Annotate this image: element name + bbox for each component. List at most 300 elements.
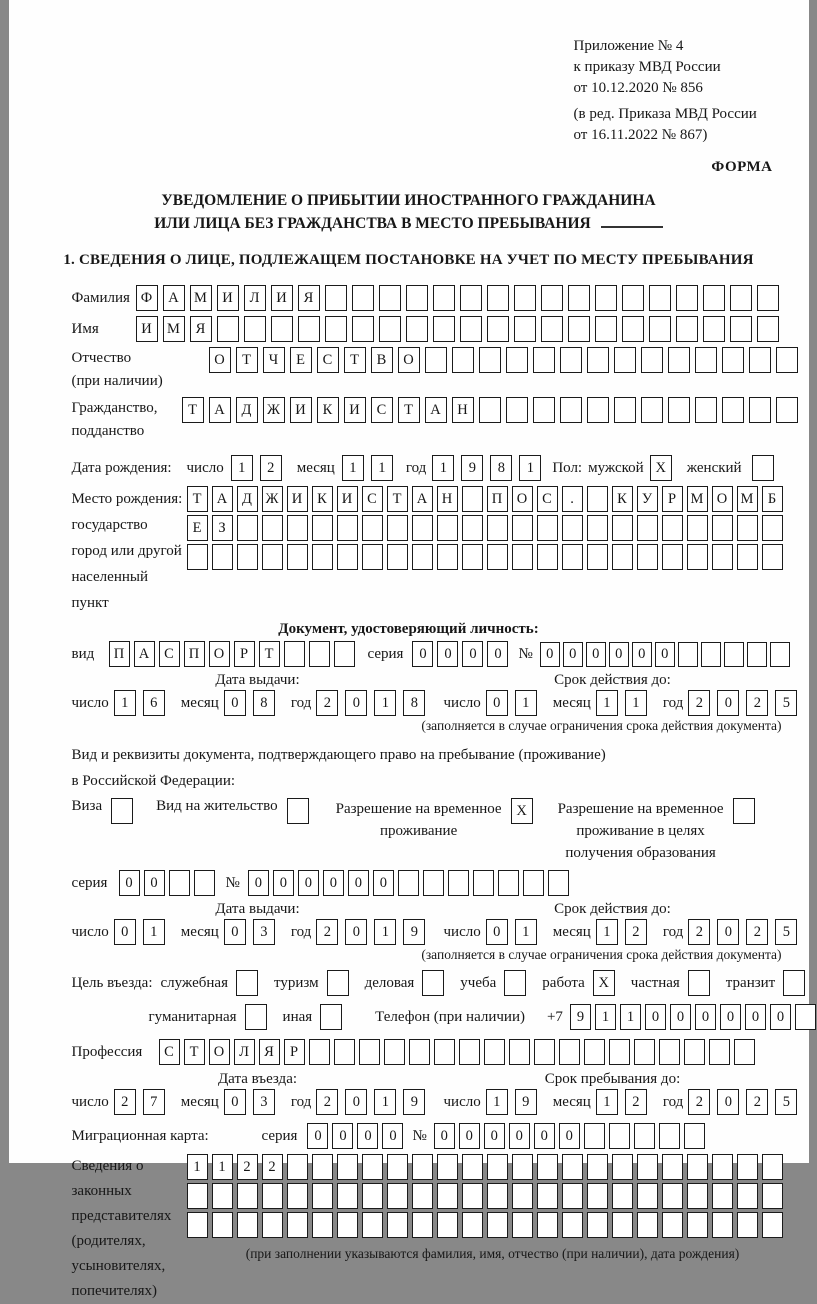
char-cell[interactable] <box>212 544 233 570</box>
char-cell[interactable] <box>612 515 633 541</box>
char-cell[interactable] <box>641 347 663 373</box>
char-cell[interactable] <box>687 544 708 570</box>
purpose-checkbox[interactable] <box>320 1004 342 1030</box>
char-cell[interactable] <box>687 1183 708 1209</box>
char-cell[interactable] <box>506 347 528 373</box>
char-cell[interactable] <box>479 397 501 423</box>
char-cell[interactable]: И <box>344 397 366 423</box>
char-cell[interactable]: Т <box>344 347 366 373</box>
char-cell[interactable] <box>662 1183 683 1209</box>
char-cell[interactable] <box>433 285 455 311</box>
char-cell[interactable] <box>217 316 239 342</box>
char-cell[interactable]: 0 <box>717 919 739 945</box>
char-cell[interactable] <box>662 544 683 570</box>
char-cell[interactable] <box>612 544 633 570</box>
char-cell[interactable] <box>662 1212 683 1238</box>
char-cell[interactable]: 9 <box>403 1089 425 1115</box>
char-cell[interactable] <box>684 1123 705 1149</box>
char-cell[interactable]: Р <box>662 486 683 512</box>
char-cell[interactable]: 0 <box>559 1123 580 1149</box>
char-cell[interactable]: П <box>487 486 508 512</box>
char-cell[interactable]: С <box>159 641 180 667</box>
char-cell[interactable] <box>509 1039 530 1065</box>
char-cell[interactable] <box>795 1004 816 1030</box>
char-cell[interactable]: 7 <box>143 1089 165 1115</box>
char-cell[interactable] <box>612 1183 633 1209</box>
char-cell[interactable] <box>668 347 690 373</box>
char-cell[interactable] <box>584 1123 605 1149</box>
char-cell[interactable]: Н <box>437 486 458 512</box>
char-cell[interactable] <box>287 515 308 541</box>
char-cell[interactable] <box>609 1123 630 1149</box>
char-cell[interactable]: К <box>317 397 339 423</box>
char-cell[interactable] <box>523 870 544 896</box>
char-cell[interactable] <box>634 1039 655 1065</box>
char-cell[interactable] <box>237 1212 258 1238</box>
char-cell[interactable] <box>712 1212 733 1238</box>
char-cell[interactable] <box>379 316 401 342</box>
purpose-checkbox[interactable] <box>504 970 526 996</box>
char-cell[interactable]: 1 <box>371 455 393 481</box>
char-cell[interactable]: Р <box>234 641 255 667</box>
char-cell[interactable]: 0 <box>224 919 246 945</box>
char-cell[interactable]: С <box>537 486 558 512</box>
char-cell[interactable] <box>437 515 458 541</box>
char-cell[interactable]: 0 <box>462 641 483 667</box>
char-cell[interactable] <box>309 641 330 667</box>
char-cell[interactable]: 1 <box>596 690 618 716</box>
char-cell[interactable] <box>237 1183 258 1209</box>
char-cell[interactable]: Ж <box>263 397 285 423</box>
char-cell[interactable] <box>298 316 320 342</box>
char-cell[interactable]: 3 <box>253 919 275 945</box>
char-cell[interactable] <box>584 1039 605 1065</box>
char-cell[interactable]: 0 <box>412 641 433 667</box>
char-cell[interactable]: 0 <box>119 870 140 896</box>
char-cell[interactable]: Т <box>187 486 208 512</box>
char-cell[interactable] <box>287 1212 308 1238</box>
char-cell[interactable] <box>749 397 771 423</box>
char-cell[interactable] <box>387 1212 408 1238</box>
char-cell[interactable] <box>287 1154 308 1180</box>
char-cell[interactable] <box>512 1212 533 1238</box>
char-cell[interactable]: 8 <box>403 690 425 716</box>
char-cell[interactable] <box>687 1154 708 1180</box>
char-cell[interactable] <box>634 1123 655 1149</box>
char-cell[interactable] <box>462 1183 483 1209</box>
char-cell[interactable]: 0 <box>695 1004 716 1030</box>
char-cell[interactable] <box>459 1039 480 1065</box>
char-cell[interactable]: 0 <box>357 1123 378 1149</box>
char-cell[interactable] <box>271 316 293 342</box>
char-cell[interactable]: Я <box>190 316 212 342</box>
char-cell[interactable]: Д <box>237 486 258 512</box>
char-cell[interactable]: 2 <box>688 1089 710 1115</box>
char-cell[interactable] <box>460 285 482 311</box>
char-cell[interactable]: Р <box>284 1039 305 1065</box>
char-cell[interactable] <box>512 544 533 570</box>
char-cell[interactable]: 1 <box>374 1089 396 1115</box>
char-cell[interactable]: Т <box>184 1039 205 1065</box>
char-cell[interactable] <box>668 397 690 423</box>
char-cell[interactable]: О <box>209 1039 230 1065</box>
char-cell[interactable] <box>709 1039 730 1065</box>
char-cell[interactable] <box>437 544 458 570</box>
char-cell[interactable] <box>776 347 798 373</box>
char-cell[interactable]: . <box>562 486 583 512</box>
char-cell[interactable] <box>622 285 644 311</box>
char-cell[interactable] <box>533 347 555 373</box>
char-cell[interactable] <box>562 1212 583 1238</box>
char-cell[interactable]: М <box>737 486 758 512</box>
char-cell[interactable]: 8 <box>253 690 275 716</box>
char-cell[interactable]: 2 <box>114 1089 136 1115</box>
char-cell[interactable] <box>473 870 494 896</box>
char-cell[interactable] <box>187 544 208 570</box>
char-cell[interactable] <box>534 1039 555 1065</box>
char-cell[interactable] <box>187 1183 208 1209</box>
char-cell[interactable] <box>212 1183 233 1209</box>
char-cell[interactable]: А <box>212 486 233 512</box>
char-cell[interactable] <box>722 347 744 373</box>
char-cell[interactable] <box>595 285 617 311</box>
char-cell[interactable] <box>678 642 698 667</box>
purpose-checkbox[interactable] <box>245 1004 267 1030</box>
char-cell[interactable]: 0 <box>563 642 583 667</box>
char-cell[interactable] <box>423 870 444 896</box>
char-cell[interactable] <box>334 641 355 667</box>
char-cell[interactable] <box>312 1183 333 1209</box>
char-cell[interactable]: 0 <box>224 1089 246 1115</box>
char-cell[interactable] <box>730 316 752 342</box>
char-cell[interactable] <box>537 1212 558 1238</box>
char-cell[interactable] <box>498 870 519 896</box>
char-cell[interactable] <box>514 285 536 311</box>
char-cell[interactable] <box>659 1039 680 1065</box>
char-cell[interactable]: Т <box>182 397 204 423</box>
purpose-checkbox[interactable] <box>422 970 444 996</box>
char-cell[interactable]: 0 <box>348 870 369 896</box>
char-cell[interactable]: А <box>134 641 155 667</box>
char-cell[interactable]: А <box>163 285 185 311</box>
char-cell[interactable]: 0 <box>298 870 319 896</box>
char-cell[interactable] <box>506 397 528 423</box>
char-cell[interactable] <box>462 515 483 541</box>
char-cell[interactable]: 9 <box>570 1004 591 1030</box>
char-cell[interactable]: Ф <box>136 285 158 311</box>
char-cell[interactable]: М <box>163 316 185 342</box>
char-cell[interactable]: 1 <box>625 690 647 716</box>
char-cell[interactable] <box>587 544 608 570</box>
char-cell[interactable] <box>487 1154 508 1180</box>
char-cell[interactable] <box>695 347 717 373</box>
char-cell[interactable]: Ч <box>263 347 285 373</box>
char-cell[interactable] <box>237 515 258 541</box>
char-cell[interactable] <box>737 1154 758 1180</box>
char-cell[interactable] <box>762 1154 783 1180</box>
char-cell[interactable] <box>722 397 744 423</box>
char-cell[interactable]: 0 <box>509 1123 530 1149</box>
char-cell[interactable] <box>559 1039 580 1065</box>
purpose-checkbox[interactable] <box>236 970 258 996</box>
char-cell[interactable] <box>437 1183 458 1209</box>
char-cell[interactable]: 0 <box>645 1004 666 1030</box>
char-cell[interactable] <box>776 397 798 423</box>
char-cell[interactable] <box>587 397 609 423</box>
char-cell[interactable] <box>412 515 433 541</box>
char-cell[interactable] <box>687 515 708 541</box>
char-cell[interactable] <box>244 316 266 342</box>
char-cell[interactable] <box>747 642 767 667</box>
char-cell[interactable] <box>487 1212 508 1238</box>
char-cell[interactable] <box>770 642 790 667</box>
char-cell[interactable] <box>334 1039 355 1065</box>
char-cell[interactable] <box>287 798 309 824</box>
char-cell[interactable] <box>752 455 774 481</box>
char-cell[interactable] <box>212 1212 233 1238</box>
char-cell[interactable] <box>387 515 408 541</box>
char-cell[interactable]: Б <box>762 486 783 512</box>
char-cell[interactable] <box>337 1183 358 1209</box>
char-cell[interactable] <box>452 347 474 373</box>
char-cell[interactable]: 2 <box>625 919 647 945</box>
char-cell[interactable] <box>541 285 563 311</box>
char-cell[interactable]: Л <box>234 1039 255 1065</box>
char-cell[interactable]: 0 <box>307 1123 328 1149</box>
char-cell[interactable]: 0 <box>487 641 508 667</box>
char-cell[interactable] <box>749 347 771 373</box>
char-cell[interactable]: 2 <box>746 919 768 945</box>
char-cell[interactable] <box>637 544 658 570</box>
char-cell[interactable]: С <box>362 486 383 512</box>
char-cell[interactable] <box>312 544 333 570</box>
char-cell[interactable] <box>612 1154 633 1180</box>
char-cell[interactable]: Е <box>290 347 312 373</box>
char-cell[interactable]: К <box>312 486 333 512</box>
char-cell[interactable] <box>737 544 758 570</box>
char-cell[interactable] <box>352 316 374 342</box>
char-cell[interactable] <box>734 1039 755 1065</box>
char-cell[interactable] <box>762 515 783 541</box>
char-cell[interactable] <box>684 1039 705 1065</box>
char-cell[interactable] <box>703 316 725 342</box>
char-cell[interactable] <box>587 486 608 512</box>
char-cell[interactable]: 0 <box>323 870 344 896</box>
char-cell[interactable]: П <box>184 641 205 667</box>
char-cell[interactable] <box>641 397 663 423</box>
char-cell[interactable]: 0 <box>114 919 136 945</box>
char-cell[interactable]: 1 <box>231 455 253 481</box>
char-cell[interactable]: 1 <box>143 919 165 945</box>
char-cell[interactable]: 0 <box>382 1123 403 1149</box>
char-cell[interactable]: 0 <box>717 690 739 716</box>
char-cell[interactable] <box>437 1154 458 1180</box>
char-cell[interactable]: Т <box>387 486 408 512</box>
char-cell[interactable]: 0 <box>609 642 629 667</box>
char-cell[interactable] <box>701 642 721 667</box>
char-cell[interactable] <box>384 1039 405 1065</box>
char-cell[interactable]: С <box>159 1039 180 1065</box>
purpose-checkbox[interactable] <box>688 970 710 996</box>
char-cell[interactable]: И <box>217 285 239 311</box>
char-cell[interactable] <box>412 1154 433 1180</box>
char-cell[interactable]: И <box>271 285 293 311</box>
char-cell[interactable]: 1 <box>374 690 396 716</box>
char-cell[interactable]: 0 <box>534 1123 555 1149</box>
char-cell[interactable]: 2 <box>316 919 338 945</box>
char-cell[interactable] <box>614 347 636 373</box>
char-cell[interactable] <box>484 1039 505 1065</box>
char-cell[interactable] <box>398 870 419 896</box>
char-cell[interactable]: 9 <box>515 1089 537 1115</box>
char-cell[interactable] <box>362 1183 383 1209</box>
char-cell[interactable] <box>595 316 617 342</box>
char-cell[interactable]: 3 <box>253 1089 275 1115</box>
char-cell[interactable]: 0 <box>770 1004 791 1030</box>
char-cell[interactable] <box>687 1212 708 1238</box>
char-cell[interactable] <box>412 1183 433 1209</box>
char-cell[interactable] <box>284 641 305 667</box>
purpose-checkbox[interactable]: X <box>593 970 615 996</box>
char-cell[interactable] <box>562 1154 583 1180</box>
char-cell[interactable]: 5 <box>775 1089 797 1115</box>
char-cell[interactable] <box>659 1123 680 1149</box>
char-cell[interactable]: 9 <box>403 919 425 945</box>
char-cell[interactable] <box>460 316 482 342</box>
char-cell[interactable] <box>533 397 555 423</box>
char-cell[interactable]: А <box>412 486 433 512</box>
char-cell[interactable] <box>587 1183 608 1209</box>
char-cell[interactable]: 0 <box>345 1089 367 1115</box>
char-cell[interactable] <box>409 1039 430 1065</box>
char-cell[interactable] <box>337 515 358 541</box>
char-cell[interactable] <box>762 544 783 570</box>
char-cell[interactable]: 1 <box>519 455 541 481</box>
char-cell[interactable] <box>737 515 758 541</box>
char-cell[interactable]: 0 <box>144 870 165 896</box>
char-cell[interactable] <box>437 1212 458 1238</box>
char-cell[interactable] <box>562 515 583 541</box>
char-cell[interactable]: 8 <box>490 455 512 481</box>
char-cell[interactable] <box>462 1154 483 1180</box>
char-cell[interactable]: М <box>190 285 212 311</box>
char-cell[interactable]: О <box>712 486 733 512</box>
char-cell[interactable] <box>406 285 428 311</box>
char-cell[interactable]: 0 <box>745 1004 766 1030</box>
char-cell[interactable] <box>479 347 501 373</box>
char-cell[interactable]: Л <box>244 285 266 311</box>
char-cell[interactable] <box>187 1212 208 1238</box>
char-cell[interactable] <box>676 316 698 342</box>
char-cell[interactable]: 0 <box>717 1089 739 1115</box>
char-cell[interactable]: 2 <box>316 690 338 716</box>
char-cell[interactable]: 0 <box>720 1004 741 1030</box>
char-cell[interactable] <box>287 544 308 570</box>
char-cell[interactable] <box>169 870 190 896</box>
char-cell[interactable] <box>537 1183 558 1209</box>
char-cell[interactable] <box>724 642 744 667</box>
char-cell[interactable]: С <box>317 347 339 373</box>
char-cell[interactable] <box>637 1212 658 1238</box>
char-cell[interactable] <box>387 1154 408 1180</box>
char-cell[interactable] <box>487 544 508 570</box>
char-cell[interactable]: О <box>398 347 420 373</box>
char-cell[interactable] <box>312 1154 333 1180</box>
char-cell[interactable] <box>568 316 590 342</box>
char-cell[interactable] <box>412 1212 433 1238</box>
char-cell[interactable] <box>412 544 433 570</box>
char-cell[interactable]: 2 <box>746 690 768 716</box>
char-cell[interactable] <box>548 870 569 896</box>
char-cell[interactable]: И <box>337 486 358 512</box>
char-cell[interactable] <box>587 1212 608 1238</box>
purpose-checkbox[interactable] <box>783 970 805 996</box>
char-cell[interactable] <box>676 285 698 311</box>
char-cell[interactable] <box>587 347 609 373</box>
char-cell[interactable] <box>325 285 347 311</box>
char-cell[interactable]: О <box>209 347 231 373</box>
char-cell[interactable]: Д <box>236 397 258 423</box>
char-cell[interactable]: 2 <box>688 690 710 716</box>
char-cell[interactable] <box>537 544 558 570</box>
char-cell[interactable] <box>359 1039 380 1065</box>
char-cell[interactable] <box>757 285 779 311</box>
char-cell[interactable] <box>762 1212 783 1238</box>
char-cell[interactable] <box>637 1183 658 1209</box>
char-cell[interactable]: 0 <box>632 642 652 667</box>
char-cell[interactable]: С <box>371 397 393 423</box>
char-cell[interactable]: 1 <box>515 690 537 716</box>
char-cell[interactable]: 0 <box>459 1123 480 1149</box>
char-cell[interactable] <box>537 1154 558 1180</box>
char-cell[interactable] <box>512 515 533 541</box>
char-cell[interactable] <box>262 1212 283 1238</box>
char-cell[interactable] <box>612 1212 633 1238</box>
char-cell[interactable]: 1 <box>342 455 364 481</box>
char-cell[interactable] <box>662 1154 683 1180</box>
char-cell[interactable] <box>337 1154 358 1180</box>
char-cell[interactable] <box>514 316 536 342</box>
char-cell[interactable]: 0 <box>655 642 675 667</box>
char-cell[interactable]: 0 <box>484 1123 505 1149</box>
char-cell[interactable]: 1 <box>432 455 454 481</box>
char-cell[interactable] <box>712 1183 733 1209</box>
char-cell[interactable]: 1 <box>374 919 396 945</box>
char-cell[interactable]: 1 <box>187 1154 208 1180</box>
char-cell[interactable] <box>712 544 733 570</box>
char-cell[interactable] <box>560 347 582 373</box>
char-cell[interactable] <box>237 544 258 570</box>
char-cell[interactable]: 1 <box>212 1154 233 1180</box>
char-cell[interactable] <box>406 316 428 342</box>
char-cell[interactable]: 1 <box>596 919 618 945</box>
char-cell[interactable]: 6 <box>143 690 165 716</box>
char-cell[interactable] <box>262 515 283 541</box>
char-cell[interactable]: Ж <box>262 486 283 512</box>
char-cell[interactable] <box>568 285 590 311</box>
char-cell[interactable]: 0 <box>586 642 606 667</box>
char-cell[interactable]: 0 <box>434 1123 455 1149</box>
char-cell[interactable]: В <box>371 347 393 373</box>
char-cell[interactable]: 0 <box>345 919 367 945</box>
char-cell[interactable] <box>637 1154 658 1180</box>
char-cell[interactable]: И <box>290 397 312 423</box>
char-cell[interactable] <box>111 798 133 824</box>
char-cell[interactable] <box>194 870 215 896</box>
char-cell[interactable] <box>649 316 671 342</box>
char-cell[interactable] <box>387 1183 408 1209</box>
char-cell[interactable]: А <box>425 397 447 423</box>
